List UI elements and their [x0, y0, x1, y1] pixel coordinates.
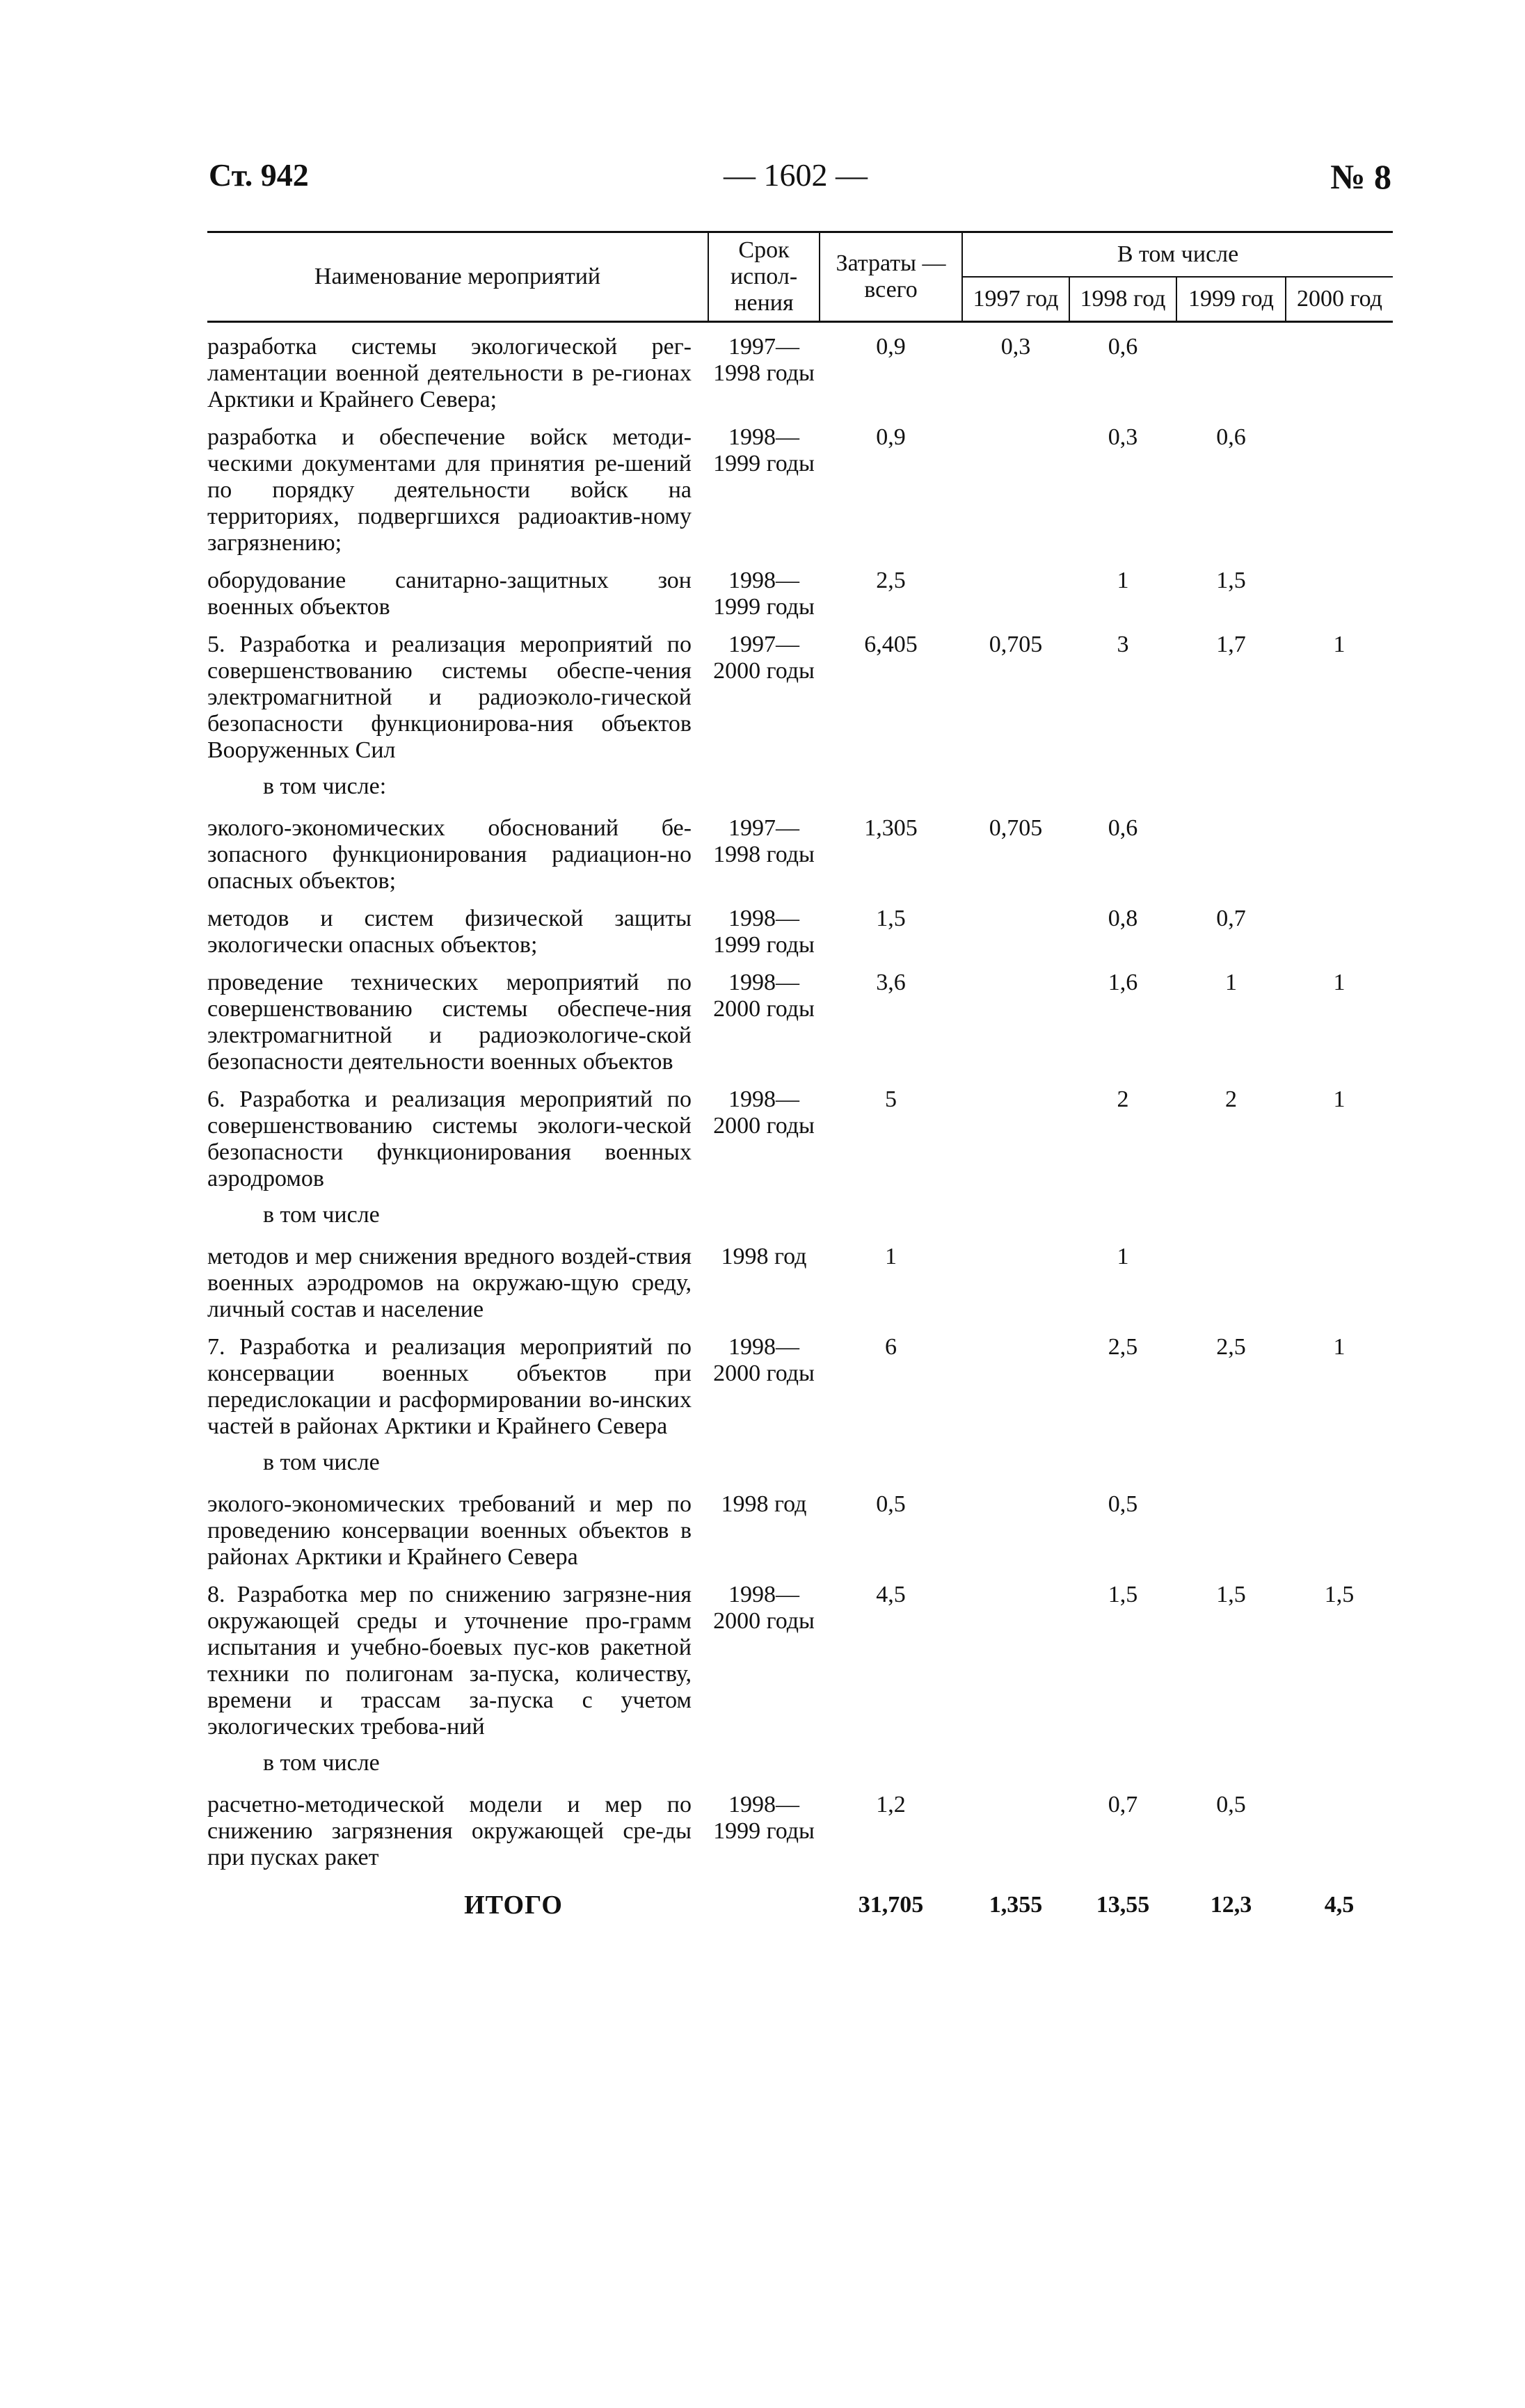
cell-y1997: [962, 556, 1069, 620]
total-y2000: 4,5: [1324, 1892, 1355, 1918]
cell-y1999: [1176, 1480, 1286, 1571]
cell-term: 1998—2000 годы: [713, 970, 815, 1022]
table-row: [207, 894, 1393, 958]
cell-y2000: [1286, 1233, 1393, 1323]
table-row: [207, 620, 1393, 764]
cell-total: 4,5: [876, 1582, 906, 1607]
cell-total: 1,305: [864, 815, 918, 841]
cell-term: 1998—1999 годы: [713, 906, 815, 958]
cell-y1999: 1,5: [1216, 1582, 1246, 1607]
subheading-text: в том числе:: [263, 773, 387, 799]
cell-term: 1997—1998 годы: [713, 334, 815, 386]
subheading-row: [207, 1440, 1393, 1480]
cell-term: 1998—2000 годы: [713, 1582, 815, 1634]
cell-y1999: 1,5: [1216, 568, 1246, 593]
cell-y1999: 1: [1225, 970, 1237, 995]
cell-y1999: 2,5: [1216, 1334, 1246, 1360]
measure-name: методов и мер снижения вредного воздей-ствия военных аэродромов на окружаю-щую среду, личный состав и население: [207, 1244, 692, 1322]
cell-y1998: 0,7: [1108, 1792, 1138, 1817]
cell-total: 3,6: [876, 970, 906, 995]
cell-y1997: [962, 413, 1069, 556]
cell-y2000: 1: [1333, 632, 1346, 657]
measure-name: эколого-экономических требований и мер по проведению консервации военных объектов в районах Арктики и Крайнего Севера: [207, 1491, 692, 1570]
cell-total: 0,5: [876, 1491, 906, 1517]
cell-term: 1998—2000 годы: [713, 1086, 815, 1139]
page-header: [209, 156, 1391, 205]
cell-y2000: 1: [1333, 1086, 1346, 1112]
measure-name: методов и систем физической защиты экологически опасных объектов;: [207, 906, 692, 958]
cell-y1997: [962, 1781, 1069, 1871]
subheading-text: в том числе: [263, 1450, 380, 1475]
cell-y1997: [962, 1480, 1069, 1571]
cell-total: 0,9: [876, 334, 906, 360]
cell-y1997: [962, 1323, 1069, 1440]
cell-y1998: 2: [1117, 1086, 1129, 1112]
cell-y1997: [962, 894, 1069, 958]
cell-y1998: 3: [1117, 632, 1129, 657]
column-header-1997: 1997 год: [962, 277, 1069, 322]
cell-y1997: [962, 1571, 1069, 1740]
cell-y2000: [1286, 1480, 1393, 1571]
cell-y1999: 0,6: [1216, 424, 1246, 450]
cell-total: 6,405: [864, 632, 918, 657]
cell-y2000: [1286, 894, 1393, 958]
cell-y1999: 0,5: [1216, 1792, 1246, 1817]
page-number: — 1602 —: [724, 157, 868, 193]
cell-y1998: 0,5: [1108, 1491, 1138, 1517]
cell-y2000: 1,5: [1324, 1582, 1355, 1607]
table-row: [207, 958, 1393, 1075]
cell-y1998: 2,5: [1108, 1334, 1138, 1360]
cell-y2000: [1286, 322, 1393, 414]
column-header-total: Затраты — всего: [820, 232, 962, 322]
total-y1998: 13,55: [1096, 1892, 1150, 1918]
cell-y1997: [962, 1233, 1069, 1323]
table-row: [207, 1571, 1393, 1740]
measures-table: [207, 231, 1393, 1918]
subheading-row: [207, 1192, 1393, 1233]
cell-y2000: [1286, 804, 1393, 894]
table-row: [207, 804, 1393, 894]
cell-y1997: 0,705: [989, 632, 1043, 657]
measure-name: 7. Разработка и реализация мероприятий по консервации военных объектов при передислокации и расформировании во-инских частей в районах Арктики и Крайнего Севера: [207, 1334, 692, 1439]
measure-name: разработка системы экологической рег-ламентации военной деятельности в ре-гионах Арктики и Крайнего Севера;: [207, 334, 692, 412]
subheading-row: [207, 1740, 1393, 1781]
cell-term: 1998—1999 годы: [713, 424, 815, 476]
cell-total: 2,5: [876, 568, 906, 593]
cell-total: 5: [885, 1086, 897, 1112]
cell-y1997: [962, 958, 1069, 1075]
table-row: [207, 1323, 1393, 1440]
cell-y1997: 0,3: [1000, 334, 1031, 360]
cell-term: 1997—1998 годы: [713, 815, 815, 867]
cell-y2000: 1: [1333, 970, 1346, 995]
cell-y1998: 0,6: [1108, 815, 1138, 841]
table-row: [207, 1781, 1393, 1871]
cell-y1998: 0,8: [1108, 906, 1138, 931]
issue-number: № 8: [1330, 157, 1391, 196]
cell-total: 6: [885, 1334, 897, 1360]
measure-name: эколого-экономических обоснований бе-зопасного функционирования радиацион-но опасных объектов;: [207, 815, 692, 894]
column-header-1999: 1999 год: [1176, 277, 1286, 322]
measure-name: расчетно-методической модели и мер по снижению загрязнения окружающей сре-ды при пусках ракет: [207, 1792, 692, 1870]
cell-total: 1,5: [876, 906, 906, 931]
cell-y1997: 0,705: [989, 815, 1043, 841]
measure-name: разработка и обеспечение войск методи-ческими документами для принятия ре-шений по порядку деятельности войск на территориях, подвергшихся радиоактив-ному загрязнению;: [207, 424, 692, 556]
total-total: 31,705: [858, 1892, 924, 1918]
article-number: Ст. 942: [209, 157, 309, 193]
total-label: ИТОГО: [464, 1891, 563, 1920]
cell-term: 1998 год: [721, 1244, 807, 1269]
cell-y1998: 0,3: [1108, 424, 1138, 450]
table-row: [207, 556, 1393, 620]
column-header-including: В том числе: [962, 232, 1393, 278]
subheading-text: в том числе: [263, 1750, 380, 1776]
table-body: [207, 322, 1393, 1919]
cell-y1998: 0,6: [1108, 334, 1138, 360]
column-header-name: Наименование мероприятий: [207, 232, 708, 322]
cell-y1999: 0,7: [1216, 906, 1246, 931]
measure-name: оборудование санитарно-защитных зон военных объектов: [207, 568, 692, 620]
cell-y1998: 1,5: [1108, 1582, 1138, 1607]
subheading-row: [207, 764, 1393, 804]
cell-y1998: 1: [1117, 1244, 1129, 1269]
cell-term: 1998—2000 годы: [713, 1334, 815, 1386]
cell-y2000: 1: [1333, 1334, 1346, 1360]
column-header-1998: 1998 год: [1069, 277, 1176, 322]
measure-name: проведение технических мероприятий по совершенствованию системы обеспече-ния электромагнитной и радиоэкологиче-ской безопасности деятельности военных объектов: [207, 970, 692, 1075]
cell-y1998: 1,6: [1108, 970, 1138, 995]
measure-name: 6. Разработка и реализация мероприятий по совершенствованию системы экологи-ческой безопасности функционирования военных аэродромов: [207, 1086, 692, 1191]
cell-y2000: [1286, 413, 1393, 556]
cell-y2000: [1286, 556, 1393, 620]
cell-term: 1997—2000 годы: [713, 632, 815, 684]
cell-total: 1: [885, 1244, 897, 1269]
cell-y1999: [1176, 804, 1286, 894]
cell-y2000: [1286, 1781, 1393, 1871]
table-row: [207, 1480, 1393, 1571]
cell-total: 1,2: [876, 1792, 906, 1817]
cell-term: 1998 год: [721, 1491, 807, 1517]
total-y1999: 12,3: [1210, 1892, 1252, 1918]
table-row: [207, 322, 1393, 414]
cell-term: 1998—1999 годы: [713, 568, 815, 620]
table-row: [207, 413, 1393, 556]
table-row: [207, 1075, 1393, 1192]
cell-y1999: [1176, 1233, 1286, 1323]
cell-y1997: [962, 1075, 1069, 1192]
measure-name: 5. Разработка и реализация мероприятий по совершенствованию системы обеспе-чения электромагнитной и радиоэколо-гической безопасности функционирова-ния объектов Вооруженных Сил: [207, 632, 692, 763]
cell-term: 1998—1999 годы: [713, 1792, 815, 1844]
cell-y1999: 1,7: [1216, 632, 1246, 657]
column-header-term: Срок испол-нения: [708, 232, 820, 322]
cell-total: 0,9: [876, 424, 906, 450]
table-row: [207, 1233, 1393, 1323]
cell-y1998: 1: [1117, 568, 1129, 593]
total-y1997: 1,355: [989, 1892, 1043, 1918]
cell-y1999: 2: [1225, 1086, 1237, 1112]
measures-table-wrapper: [207, 231, 1393, 1918]
total-row: [207, 1871, 1393, 1918]
column-header-2000: 2000 год: [1286, 277, 1393, 322]
cell-y1999: [1176, 322, 1286, 414]
subheading-text: в том числе: [263, 1202, 380, 1228]
measure-name: 8. Разработка мер по снижению загрязне-ния окружающей среды и уточнение про-грамм испытания и учебно-боевых пус-ков ракетной техники по полигонам за-пуска, количеству, времени и трассам за-пуска с учетом экологических требова-ний: [207, 1582, 692, 1740]
